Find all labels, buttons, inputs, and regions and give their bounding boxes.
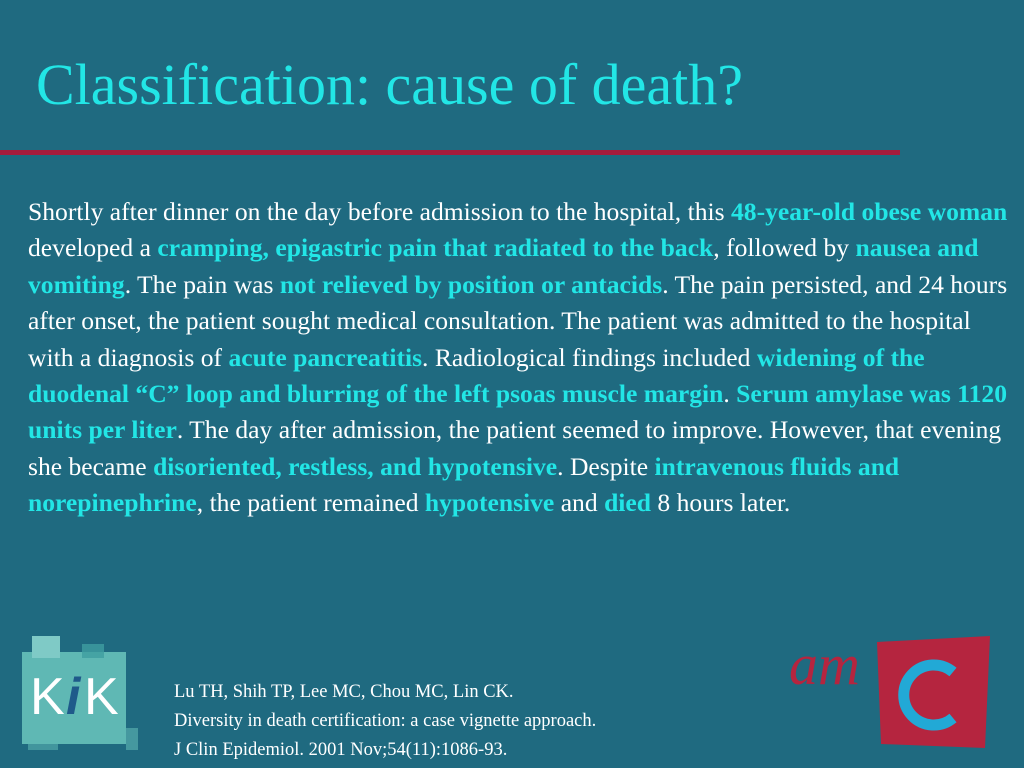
body-text-segment: . Radiological findings included	[422, 342, 757, 372]
body-text-segment: . The day after admission, the patient seemed to improve. However, that evening she became	[28, 415, 1002, 481]
body-text-segment: . The pain was	[124, 269, 280, 299]
body-text-segment: . The pain persisted, and 24 hours after onset, the patient sought medical consultation. The patient was admitted to the hospital with a diagnosis of	[28, 269, 1008, 372]
highlighted-phrase: hypotensive	[424, 488, 555, 518]
highlighted-phrase: not relieved by position or antacids	[279, 269, 663, 299]
highlighted-phrase: acute pancreatitis	[228, 342, 423, 372]
citation-journal: J Clin Epidemiol. 2001 Nov;54(11):1086-93.	[174, 740, 508, 760]
amc-logo-text: am	[789, 632, 860, 697]
kik-letter-1: K	[30, 668, 65, 726]
body-text-segment: , followed by	[713, 233, 856, 263]
highlighted-phrase: 48-year-old obese woman	[730, 197, 1008, 226]
highlighted-phrase: widening of the duodenal “C” loop and blurring of the left psoas muscle margin	[28, 342, 925, 409]
body-text-segment: developed a	[28, 233, 158, 263]
highlighted-phrase: disoriented, restless, and hypotensive	[153, 451, 558, 481]
body-text-segment: 8 hours later.	[651, 488, 791, 518]
body-text-segment: Shortly after dinner on the day before admission to the hospital, this	[28, 197, 731, 226]
body-text-segment: . Despite	[557, 451, 655, 481]
citation-title: Diversity in death certification: a case vignette approach.	[174, 711, 597, 731]
kik-letter-2: i	[66, 668, 81, 726]
body-text-segment: , the patient remained	[196, 488, 425, 518]
amc-logo-icon	[785, 632, 995, 752]
highlighted-phrase: cramping, epigastric pain that radiated to the back	[157, 233, 714, 263]
highlighted-phrase: died	[604, 488, 652, 518]
highlighted-phrase: Serum amylase was 1120 units per liter	[28, 379, 1008, 445]
body-text-segment: .	[723, 379, 737, 409]
highlighted-phrase: nausea and vomiting	[28, 233, 979, 299]
case-vignette-paragraph	[28, 194, 1012, 522]
citation-authors: Lu TH, Shih TP, Lee MC, Chou MC, Lin CK.	[174, 682, 514, 702]
kik-letter-3: K	[84, 668, 119, 726]
kik-logo-icon	[22, 636, 142, 751]
slide-title: Classification: cause of death?	[36, 52, 744, 117]
highlighted-phrase: intravenous fluids and norepinephrine	[28, 451, 900, 518]
title-divider	[0, 150, 900, 155]
citation	[174, 678, 596, 765]
body-text-segment: and	[554, 488, 605, 518]
